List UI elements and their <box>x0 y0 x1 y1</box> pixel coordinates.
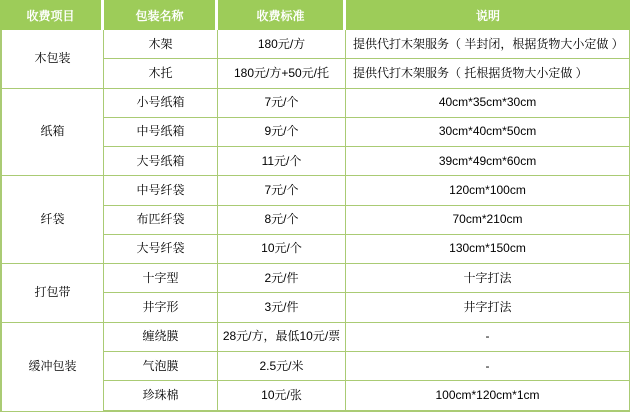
price-cell: 180元/方+50元/托 <box>218 59 346 88</box>
price-cell: 11元/个 <box>218 147 346 176</box>
price-cell: 180元/方 <box>218 30 346 59</box>
note-cell: 提供代打木架服务（ 托根据货物大小定做 ） <box>346 59 630 88</box>
note-cell: 井字打法 <box>346 293 630 322</box>
price-cell: 7元/个 <box>218 176 346 205</box>
package-cell: 缠绕膜 <box>104 323 218 352</box>
price-cell: 28元/方，最低10元/票 <box>218 323 346 352</box>
package-cell: 大号纤袋 <box>104 235 218 264</box>
price-cell: 2元/件 <box>218 264 346 293</box>
note-cell: 40cm*35cm*30cm <box>346 89 630 118</box>
table-row <box>0 176 630 205</box>
package-cell: 布匹纤袋 <box>104 206 218 235</box>
package-cell: 木托 <box>104 59 218 88</box>
category-cell-cushion-packing: 缓冲包装 <box>0 323 104 412</box>
package-cell: 井字形 <box>104 293 218 322</box>
table-row <box>0 89 630 118</box>
header-row <box>0 0 630 30</box>
package-cell: 珍珠棉 <box>104 381 218 412</box>
col-header-fee-item: 收费项目 <box>0 0 104 30</box>
price-cell: 3元/件 <box>218 293 346 322</box>
package-cell: 中号纸箱 <box>104 118 218 147</box>
price-cell: 2.5元/米 <box>218 352 346 381</box>
table-row <box>0 264 630 293</box>
package-cell: 木架 <box>104 30 218 59</box>
package-cell: 气泡膜 <box>104 352 218 381</box>
price-cell: 7元/个 <box>218 89 346 118</box>
note-cell: - <box>346 323 630 352</box>
package-cell: 中号纤袋 <box>104 176 218 205</box>
category-cell-fiber-bag: 纤袋 <box>0 176 104 264</box>
note-cell: - <box>346 352 630 381</box>
table-row <box>0 323 630 352</box>
note-cell: 30cm*40cm*50cm <box>346 118 630 147</box>
price-cell: 8元/个 <box>218 206 346 235</box>
table-row <box>0 30 630 59</box>
category-cell-wood-packing: 木包装 <box>0 30 104 89</box>
price-cell: 9元/个 <box>218 118 346 147</box>
note-cell: 70cm*210cm <box>346 206 630 235</box>
note-cell: 130cm*150cm <box>346 235 630 264</box>
category-cell-carton: 纸箱 <box>0 89 104 177</box>
note-cell: 100cm*120cm*1cm <box>346 381 630 412</box>
note-cell: 提供代打木架服务（ 半封闭，根据货物大小定做 ） <box>346 30 630 59</box>
package-cell: 小号纸箱 <box>104 89 218 118</box>
note-cell: 十字打法 <box>346 264 630 293</box>
col-header-fee-standard: 收费标准 <box>218 0 346 30</box>
package-cell: 十字型 <box>104 264 218 293</box>
note-cell: 39cm*49cm*60cm <box>346 147 630 176</box>
category-cell-strapping: 打包带 <box>0 264 104 323</box>
col-header-description: 说明 <box>346 0 630 30</box>
note-cell: 120cm*100cm <box>346 176 630 205</box>
package-cell: 大号纸箱 <box>104 147 218 176</box>
col-header-package-name: 包装名称 <box>104 0 218 30</box>
price-cell: 10元/个 <box>218 235 346 264</box>
price-cell: 10元/张 <box>218 381 346 412</box>
